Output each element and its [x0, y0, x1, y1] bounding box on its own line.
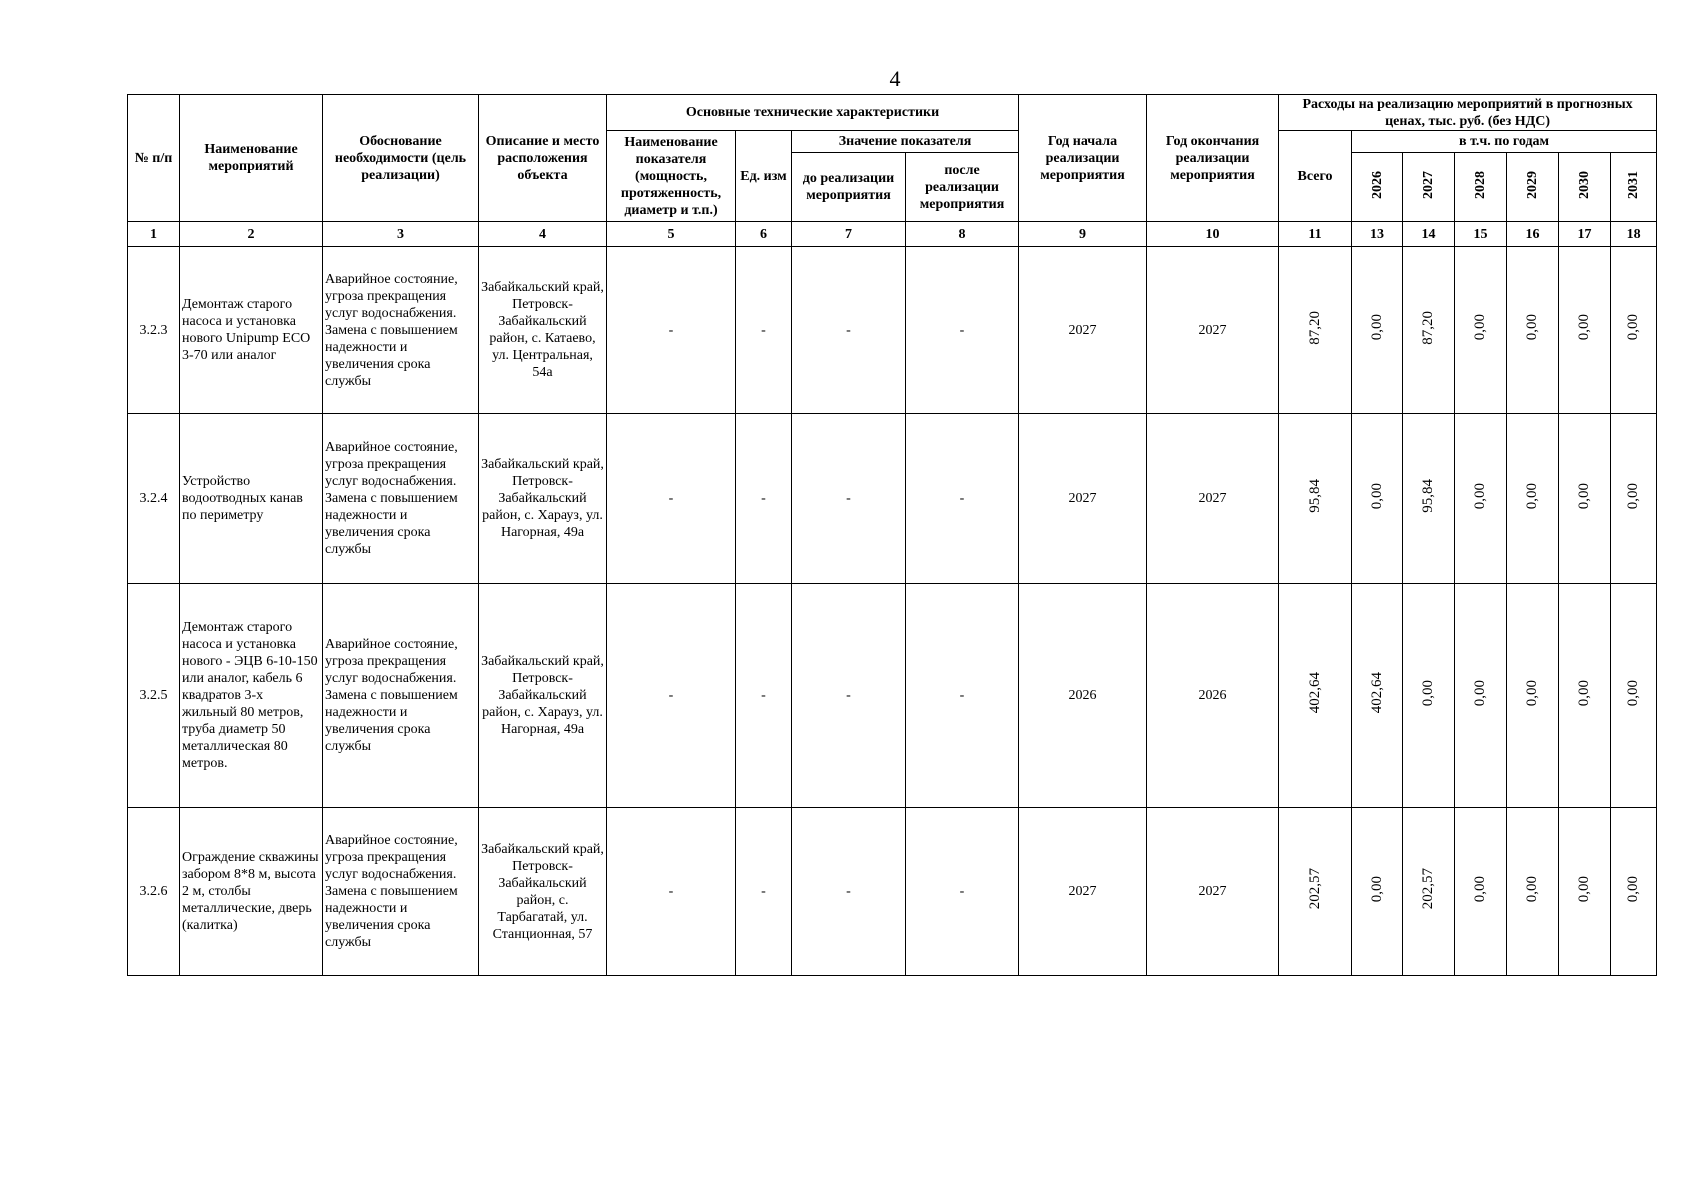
row-name: Демонтаж старого насоса и установка нового - ЭЦВ 6-10-150 или аналог, кабель 6 квадратов 3-х жильный 80 метров, труба диаметр 50 металлическая 80 метров. [180, 584, 323, 808]
row-year-value: 0,00 [1576, 314, 1593, 341]
row-name: Ограждение скважины забором 8*8 м, высота 2 м, столбы металлические, дверь (калитка) [180, 808, 323, 976]
column-number: 8 [906, 222, 1019, 247]
row-year-start: 2027 [1019, 414, 1147, 584]
header-year-3 [1507, 153, 1559, 222]
header-value-group: Значение показателя [792, 131, 1019, 153]
header-before: до реализации мероприятия [792, 153, 906, 222]
column-number: 9 [1019, 222, 1147, 247]
header-year-label: 2029 [1525, 170, 1541, 199]
row-year-start: 2027 [1019, 247, 1147, 414]
row-indicator: - [607, 247, 736, 414]
row-year-value: 0,00 [1524, 679, 1541, 707]
row-after: - [906, 808, 1019, 976]
header-after: после реализации мероприятия [906, 153, 1019, 222]
header-year-0 [1352, 153, 1403, 222]
row-after: - [906, 247, 1019, 414]
row-year-value: 402,64 [1368, 672, 1385, 714]
column-number: 14 [1403, 222, 1455, 247]
row-before: - [792, 808, 906, 976]
row-name: Устройство водоотводных канав по периметру [180, 414, 323, 584]
header-year-label: 2031 [1626, 170, 1642, 199]
row-year-value: 0,00 [1625, 482, 1642, 510]
row-year-value: 0,00 [1524, 875, 1541, 903]
row-year-value: 0,00 [1625, 679, 1642, 707]
row-total: 202,57 [1306, 868, 1323, 910]
column-number: 1 [128, 222, 180, 247]
row-indicator: - [607, 414, 736, 584]
header-year-label: 2030 [1577, 170, 1593, 199]
row-year-end: 2027 [1147, 414, 1279, 584]
row-year-value: 87,20 [1420, 310, 1437, 345]
row-after: - [906, 584, 1019, 808]
column-numbers-row [128, 222, 1657, 247]
column-number: 16 [1507, 222, 1559, 247]
header-year-1 [1403, 153, 1455, 222]
column-number: 15 [1455, 222, 1507, 247]
row-indicator: - [607, 584, 736, 808]
header-indicator-name: Наименование показателя (мощность, протяженность, диаметр и т.п.) [607, 131, 736, 222]
header-year-label: 2026 [1369, 170, 1385, 199]
row-before: - [792, 414, 906, 584]
row-year-value: 0,00 [1472, 679, 1489, 707]
row-year-value: 0,00 [1625, 314, 1642, 341]
row-unit: - [736, 808, 792, 976]
column-number: 13 [1352, 222, 1403, 247]
row-total: 402,64 [1306, 672, 1323, 714]
row-location: Забайкальский край, Петровск-Забайкальский район, с. Харауз, ул. Нагорная, 49а [479, 414, 607, 584]
row-year-value: 95,84 [1420, 479, 1437, 513]
header-year-5 [1611, 153, 1657, 222]
header-tech-group: Основные технические характеристики [607, 95, 1019, 131]
row-year-end: 2026 [1147, 584, 1279, 808]
row-num: 3.2.4 [128, 414, 180, 584]
row-total: 95,84 [1306, 479, 1323, 513]
header-year-2 [1455, 153, 1507, 222]
row-location: Забайкальский край, Петровск-Забайкальский район, с. Катаево, ул. Центральная, 54а [479, 247, 607, 414]
row-year-value: 0,00 [1368, 875, 1385, 903]
row-after: - [906, 414, 1019, 584]
header-location: Описание и место расположения объекта [479, 95, 607, 222]
column-number: 17 [1559, 222, 1611, 247]
row-year-value: 202,57 [1420, 868, 1437, 910]
row-location: Забайкальский край, Петровск-Забайкальский район, с. Харауз, ул. Нагорная, 49а [479, 584, 607, 808]
column-number: 3 [323, 222, 479, 247]
header-year-start: Год начала реализации мероприятия [1019, 95, 1147, 222]
column-number: 10 [1147, 222, 1279, 247]
page-number: 4 [889, 66, 901, 91]
table-row [128, 247, 1657, 414]
row-name: Демонтаж старого насоса и установка нового Unipump ECO 3-70 или аналог [180, 247, 323, 414]
column-number: 5 [607, 222, 736, 247]
header-expenses-group: Расходы на реализацию мероприятий в прогнозных ценах, тыс. руб. (без НДС) [1279, 95, 1657, 131]
row-justification: Аварийное состояние, угроза прекращения услуг водоснабжения. Замена с повышением надежности и увеличения срока службы [323, 808, 479, 976]
header-by-years: в т.ч. по годам [1352, 131, 1657, 153]
row-year-value: 0,00 [1625, 875, 1642, 903]
column-number: 18 [1611, 222, 1657, 247]
row-justification: Аварийное состояние, угроза прекращения услуг водоснабжения. Замена с повышением надежности и увеличения срока службы [323, 414, 479, 584]
row-year-end: 2027 [1147, 247, 1279, 414]
row-year-value: 0,00 [1472, 482, 1489, 510]
row-year-value: 0,00 [1472, 314, 1489, 341]
measures-table [127, 94, 1657, 976]
row-unit: - [736, 414, 792, 584]
row-year-value: 0,00 [1524, 482, 1541, 510]
row-unit: - [736, 247, 792, 414]
row-location: Забайкальский край, Петровск-Забайкальский район, с. Тарбагатай, ул. Станционная, 57 [479, 808, 607, 976]
row-year-value: 0,00 [1420, 679, 1437, 707]
column-number: 2 [180, 222, 323, 247]
header-year-label: 2027 [1421, 170, 1437, 199]
column-number: 11 [1279, 222, 1352, 247]
row-year-value: 0,00 [1576, 875, 1593, 903]
header-year-4 [1559, 153, 1611, 222]
row-num: 3.2.6 [128, 808, 180, 976]
row-before: - [792, 247, 906, 414]
row-year-start: 2026 [1019, 584, 1147, 808]
header-name: Наименование мероприятий [180, 95, 323, 222]
header-justification: Обоснование необходимости (цель реализации) [323, 95, 479, 222]
row-year-end: 2027 [1147, 808, 1279, 976]
row-year-value: 0,00 [1524, 314, 1541, 341]
header-unit: Ед. изм [736, 131, 792, 222]
header-year-label: 2028 [1473, 170, 1489, 199]
row-unit: - [736, 584, 792, 808]
column-number: 6 [736, 222, 792, 247]
row-total: 87,20 [1306, 310, 1323, 345]
row-year-value: 0,00 [1576, 482, 1593, 510]
row-year-value: 0,00 [1472, 875, 1489, 903]
row-indicator: - [607, 808, 736, 976]
row-justification: Аварийное состояние, угроза прекращения услуг водоснабжения. Замена с повышением надежности и увеличения срока службы [323, 247, 479, 414]
header-total: Всего [1279, 131, 1352, 222]
table-row [128, 414, 1657, 584]
row-year-value: 0,00 [1368, 314, 1385, 341]
row-justification: Аварийное состояние, угроза прекращения услуг водоснабжения. Замена с повышением надежности и увеличения срока службы [323, 584, 479, 808]
column-number: 7 [792, 222, 906, 247]
row-year-start: 2027 [1019, 808, 1147, 976]
header-num: № п/п [128, 95, 180, 222]
row-year-value: 0,00 [1576, 679, 1593, 707]
row-before: - [792, 584, 906, 808]
row-year-value: 0,00 [1368, 482, 1385, 510]
table-row [128, 808, 1657, 976]
header-year-end: Год окончания реализации мероприятия [1147, 95, 1279, 222]
row-num: 3.2.5 [128, 584, 180, 808]
column-number: 4 [479, 222, 607, 247]
table-row [128, 584, 1657, 808]
row-num: 3.2.3 [128, 247, 180, 414]
